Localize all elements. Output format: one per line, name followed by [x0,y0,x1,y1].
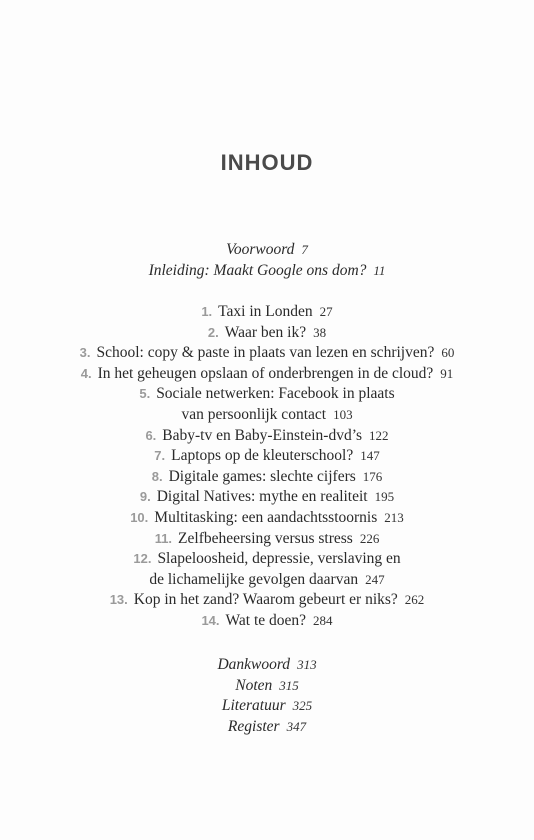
page-number: 27 [319,304,333,319]
entry-label: Inleiding: Maakt Google ons dom? [148,261,367,279]
chapter-title: Slapeloosheid, depressie, verslaving en [157,550,401,568]
page-number: 325 [292,698,313,714]
toc-entry [0,676,534,697]
chapter-number: 8. [151,468,163,484]
entry-label: Noten [235,676,273,694]
entry-label: Literatuur [221,697,286,715]
chapter-number: 2. [207,324,219,340]
chapter-entry [0,508,534,529]
chapter-entry-continued [0,405,534,426]
chapter-title: Sociale netwerken: Facebook in plaats [156,385,395,403]
chapter-title: School: copy & paste in plaats van lezen en schrijven? [96,344,435,362]
chapter-entry [0,549,534,570]
page-number: 176 [362,468,383,484]
page-number: 147 [360,448,380,464]
page-number: 7 [301,242,308,257]
front-matter-list [0,240,534,281]
chapter-entry [0,446,534,467]
chapter-entry [0,302,534,323]
chapter-title: Baby-tv en Baby-Einstein-dvd’s [162,426,363,444]
page-number: 226 [359,530,380,546]
entry-label: Voorwoord [226,241,295,258]
page-number: 91 [440,365,454,381]
page-number: 262 [404,592,425,608]
chapter-number: 4. [80,365,92,381]
back-matter-list [0,655,534,737]
entry-label: Register [227,717,280,735]
chapter-title: Taxi in Londen [218,303,313,320]
entry-label: Dankwoord [217,656,291,673]
page-number: 38 [313,324,327,340]
chapter-title-continued: van persoonlijk contact [181,405,327,423]
chapter-entry [0,611,534,632]
chapter-entry [0,323,534,344]
chapter-number: 14. [201,612,220,628]
chapter-entry [0,384,534,405]
chapter-entry [0,529,534,550]
chapter-number: 13. [109,592,128,608]
chapter-title-continued: de lichamelijke gevolgen daarvan [149,570,359,588]
toc-entry [0,717,534,738]
page-number: 313 [297,657,317,672]
page-number: 11 [373,262,386,278]
chapter-title: Zelfbeheersing versus stress [178,529,353,547]
chapter-number: 6. [145,427,157,443]
chapter-title: Digitale games: slechte cijfers [168,467,356,485]
toc-entry [0,655,534,676]
chapter-entry [0,426,534,447]
chapter-title: Digital Natives: mythe en realiteit [156,488,368,506]
chapter-title: Wat te doen? [225,611,307,629]
toc-entry [0,696,534,717]
page-number: 347 [286,718,307,734]
page-number: 284 [313,612,333,628]
page-title: INHOUD [220,150,314,175]
chapter-entry [0,343,534,364]
chapter-number: 10. [130,509,149,525]
chapter-title: Kop in het zand? Waarom gebeurt er niks? [133,591,398,609]
toc-entry [0,240,534,261]
chapter-entry-continued [0,570,534,591]
chapter-title: Waar ben ik? [224,323,307,341]
chapter-entry [0,364,534,385]
chapter-title: Laptops op de kleuterschool? [171,447,354,465]
chapter-number: 9. [139,489,151,505]
chapter-number: 7. [154,448,166,464]
chapter-title: Multitasking: een aandachtsstoornis [154,508,378,526]
toc-entry [0,261,534,282]
chapter-entry [0,487,534,508]
page-number: 213 [384,509,404,525]
page-number: 103 [333,406,353,422]
page-number: 195 [374,489,395,505]
chapter-entry [0,590,534,611]
chapter-number: 1. [201,304,213,319]
chapter-number: 3. [79,345,91,361]
page-number: 122 [369,427,389,443]
chapter-number: 12. [133,551,152,567]
page-number: 60 [441,345,455,361]
chapter-number: 5. [139,386,151,402]
chapter-entry [0,467,534,488]
chapter-title: In het geheugen opslaan of onderbrengen in de cloud? [97,364,434,382]
page-number: 247 [365,571,385,587]
chapter-list [0,302,534,632]
chapter-number: 11. [154,530,173,546]
page-number: 315 [279,677,299,693]
